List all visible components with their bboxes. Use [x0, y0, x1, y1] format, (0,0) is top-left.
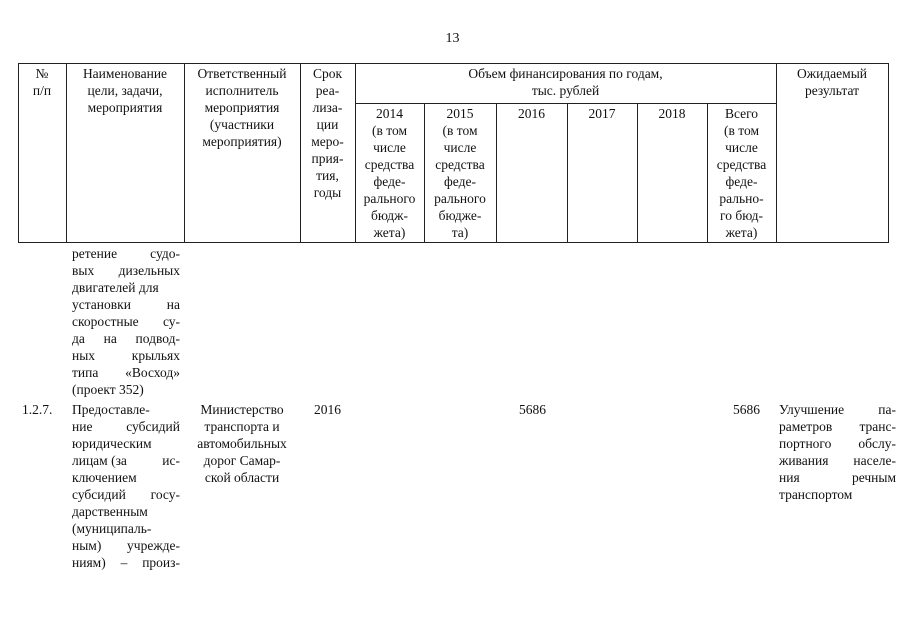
header-col-funding: Объем финансирования по годам, тыс. рублей — [468, 66, 663, 98]
text-line: ным) учрежде- — [72, 538, 180, 553]
header-top-border — [18, 63, 888, 64]
header-year-2015: 2015 (в том числе средства феде- рального бюдже- та) — [434, 106, 486, 240]
text-line: лицам (за ис- — [72, 453, 180, 468]
text-line: раметров транс- — [779, 419, 896, 434]
header-year-2018: 2018 — [658, 106, 686, 121]
text-line: (проект 352) — [72, 382, 144, 397]
text-line: двигателей для — [72, 280, 159, 295]
header-year-2016: 2016 — [518, 106, 545, 121]
text-line: ретение судо- — [72, 246, 180, 261]
text-line: ключением — [72, 470, 137, 485]
text-line: ния речным — [779, 470, 896, 485]
text-line: ных крыльях — [72, 348, 180, 363]
text-line: скоростные су- — [72, 314, 180, 329]
row-result — [779, 401, 896, 503]
text-line: портного обслу- — [779, 436, 896, 451]
row-responsible: Министерство транспорта и автомобильных дорог Самар- ской области — [197, 402, 287, 485]
text-line: транспортом — [779, 487, 853, 502]
text-line: ниям) – произ- — [72, 555, 180, 570]
header-year-2014: 2014 (в том числе средства феде- рального бюдж- жета) — [363, 106, 416, 240]
row-value-total: 5686 — [733, 402, 760, 417]
funding-divider — [355, 103, 776, 104]
text-line: (муниципаль- — [72, 521, 152, 536]
text-line: установки на — [72, 297, 180, 312]
header-col-responsible: Ответственный исполнитель мероприятия (участники мероприятия) — [197, 66, 287, 149]
text-line: вых дизельных — [72, 263, 180, 278]
header-year-2017: 2017 — [588, 106, 616, 121]
col-border — [496, 103, 497, 243]
col-border — [888, 63, 889, 243]
header-col-result: Ожидаемый результат — [797, 66, 867, 98]
header-total: Всего (в том числе средства феде- рально- го бюд- жета) — [716, 106, 767, 240]
header-col-name: Наименование цели, задачи, мероприятия — [82, 66, 168, 115]
row-period: 2016 — [314, 402, 341, 417]
text-line: Предоставле- — [72, 402, 150, 417]
header-col-number: № п/п — [32, 66, 52, 98]
row-name — [72, 401, 180, 571]
header-col-period: Срок реа- лиза- ции меро- прия- тия, годы — [311, 66, 344, 200]
text-line: живания населе- — [779, 453, 896, 468]
text-line: ние субсидий — [72, 419, 180, 434]
row-value-2016: 5686 — [519, 402, 546, 417]
text-line: Улучшение па- — [779, 402, 896, 417]
text-line: да на подвод- — [72, 331, 180, 346]
continued-row-text — [72, 245, 180, 398]
col-border — [567, 103, 568, 243]
text-line: дарственным — [72, 504, 148, 519]
header-bottom-border — [18, 242, 888, 243]
text-line: субсидий госу- — [72, 487, 180, 502]
row-number: 1.2.7. — [22, 402, 53, 417]
page-number: 13 — [445, 31, 460, 46]
text-line: юридическим — [72, 436, 152, 451]
col-border — [637, 103, 638, 243]
text-line: типа «Восход» — [72, 365, 180, 380]
